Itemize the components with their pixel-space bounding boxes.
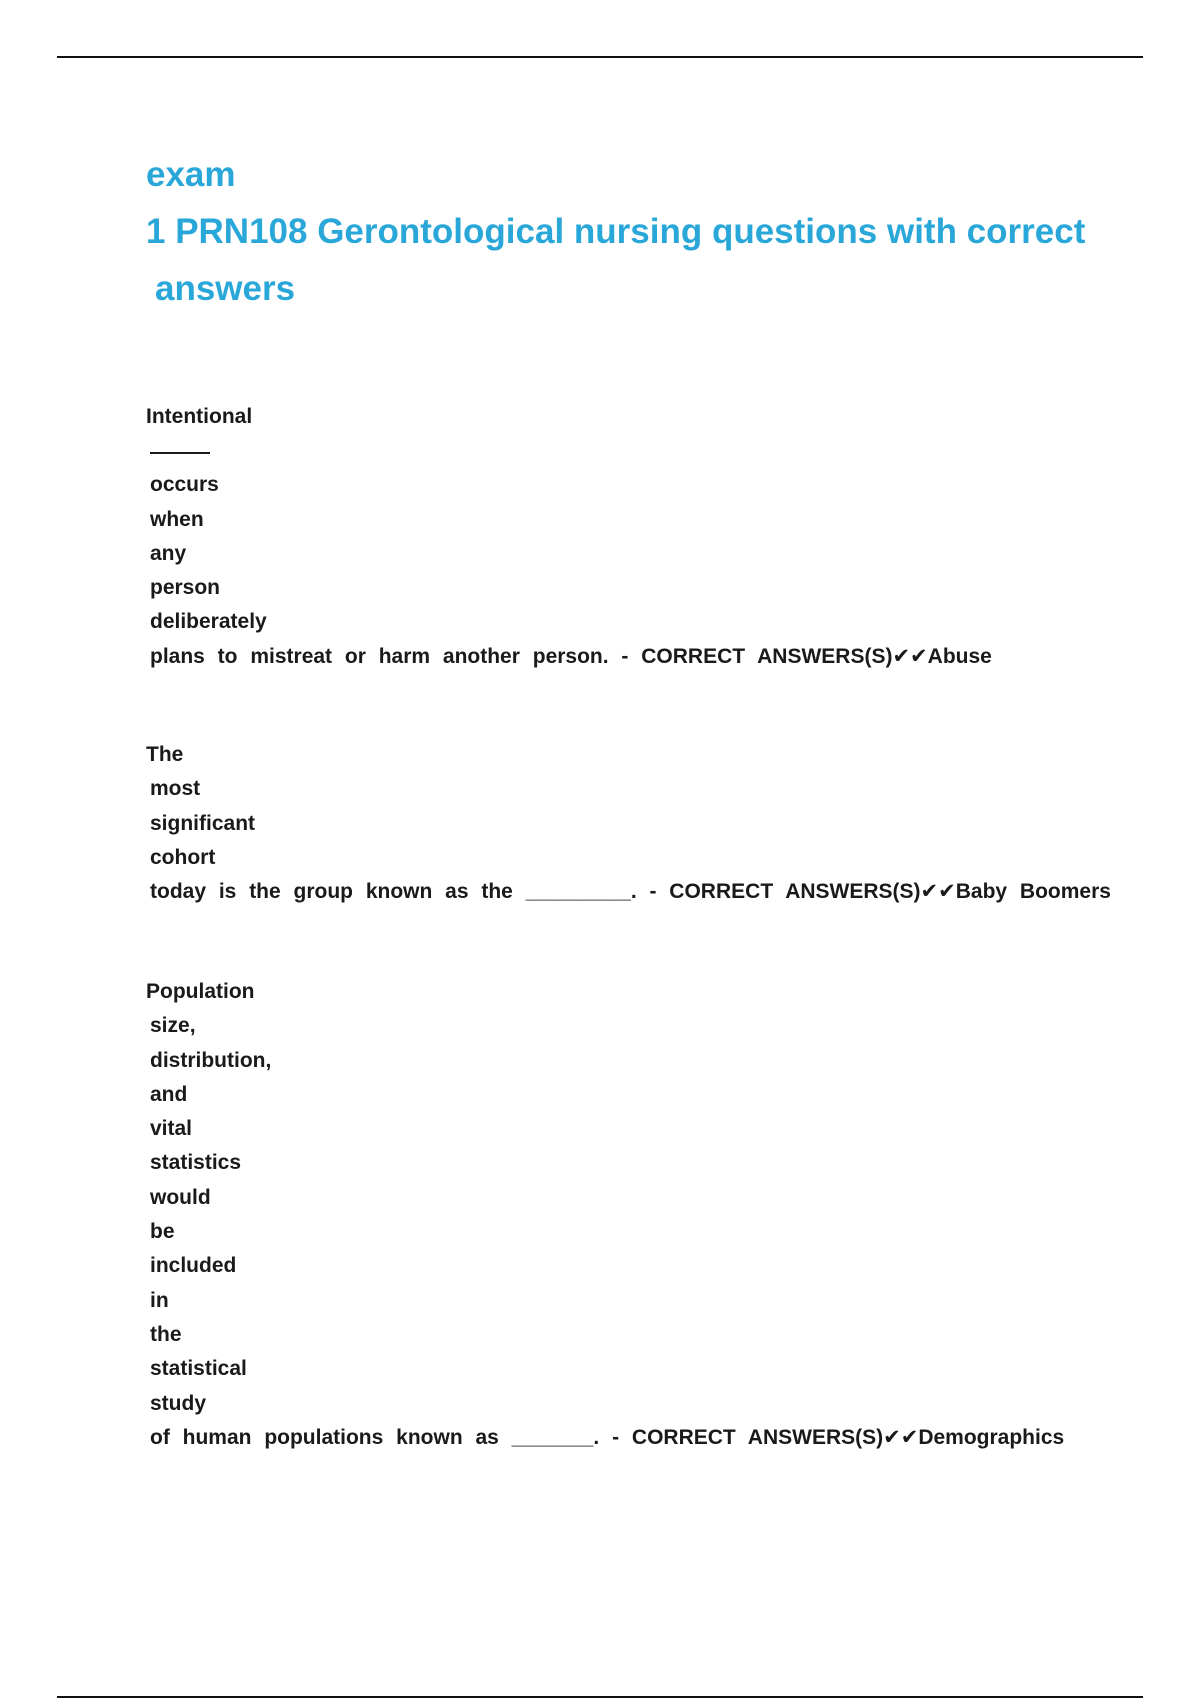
question-line: most bbox=[150, 777, 201, 801]
question-2 bbox=[146, 738, 1146, 909]
question-answer-line: today is the group known as the _________. - CORRECT ANSWERS(S)✔✔Baby Boomers bbox=[150, 880, 1111, 904]
question-1 bbox=[146, 400, 1146, 674]
question-line: would bbox=[150, 1185, 211, 1209]
question-line: person bbox=[150, 576, 221, 600]
question-line: the bbox=[150, 1322, 182, 1346]
question-line: statistical bbox=[150, 1357, 247, 1381]
top-rule bbox=[57, 56, 1143, 58]
document-title bbox=[146, 146, 1126, 317]
question-line: included bbox=[150, 1254, 237, 1278]
answer-blank bbox=[150, 434, 210, 454]
question-line: cohort bbox=[150, 845, 216, 869]
question-line: distribution, bbox=[150, 1048, 272, 1072]
title-line-2: 1 PRN108 Gerontological nursing questions with correct bbox=[146, 212, 1086, 251]
question-answer-line: plans to mistreat or harm another person. - CORRECT ANSWERS(S)✔✔Abuse bbox=[150, 644, 992, 668]
title-line-3: answers bbox=[155, 269, 296, 308]
question-line: deliberately bbox=[150, 610, 267, 634]
title-line-1: exam bbox=[146, 155, 236, 194]
bottom-rule bbox=[57, 1696, 1143, 1698]
question-line: The bbox=[146, 743, 184, 766]
question-answer-line: of human populations known as _______. - CORRECT ANSWERS(S)✔✔Demographics bbox=[150, 1425, 1065, 1449]
question-line: in bbox=[150, 1288, 169, 1312]
question-line: be bbox=[150, 1220, 175, 1244]
question-line: Intentional bbox=[146, 405, 253, 428]
question-line: Population bbox=[146, 980, 255, 1003]
question-line: occurs bbox=[150, 473, 219, 497]
question-line: any bbox=[150, 541, 187, 565]
question-line: size, bbox=[150, 1014, 196, 1038]
question-line: vital bbox=[150, 1117, 193, 1141]
question-line: statistics bbox=[150, 1151, 242, 1175]
question-3 bbox=[146, 975, 1146, 1455]
question-line: when bbox=[150, 507, 204, 531]
question-line: and bbox=[150, 1082, 188, 1106]
question-line: study bbox=[150, 1391, 207, 1415]
question-line: significant bbox=[150, 811, 256, 835]
